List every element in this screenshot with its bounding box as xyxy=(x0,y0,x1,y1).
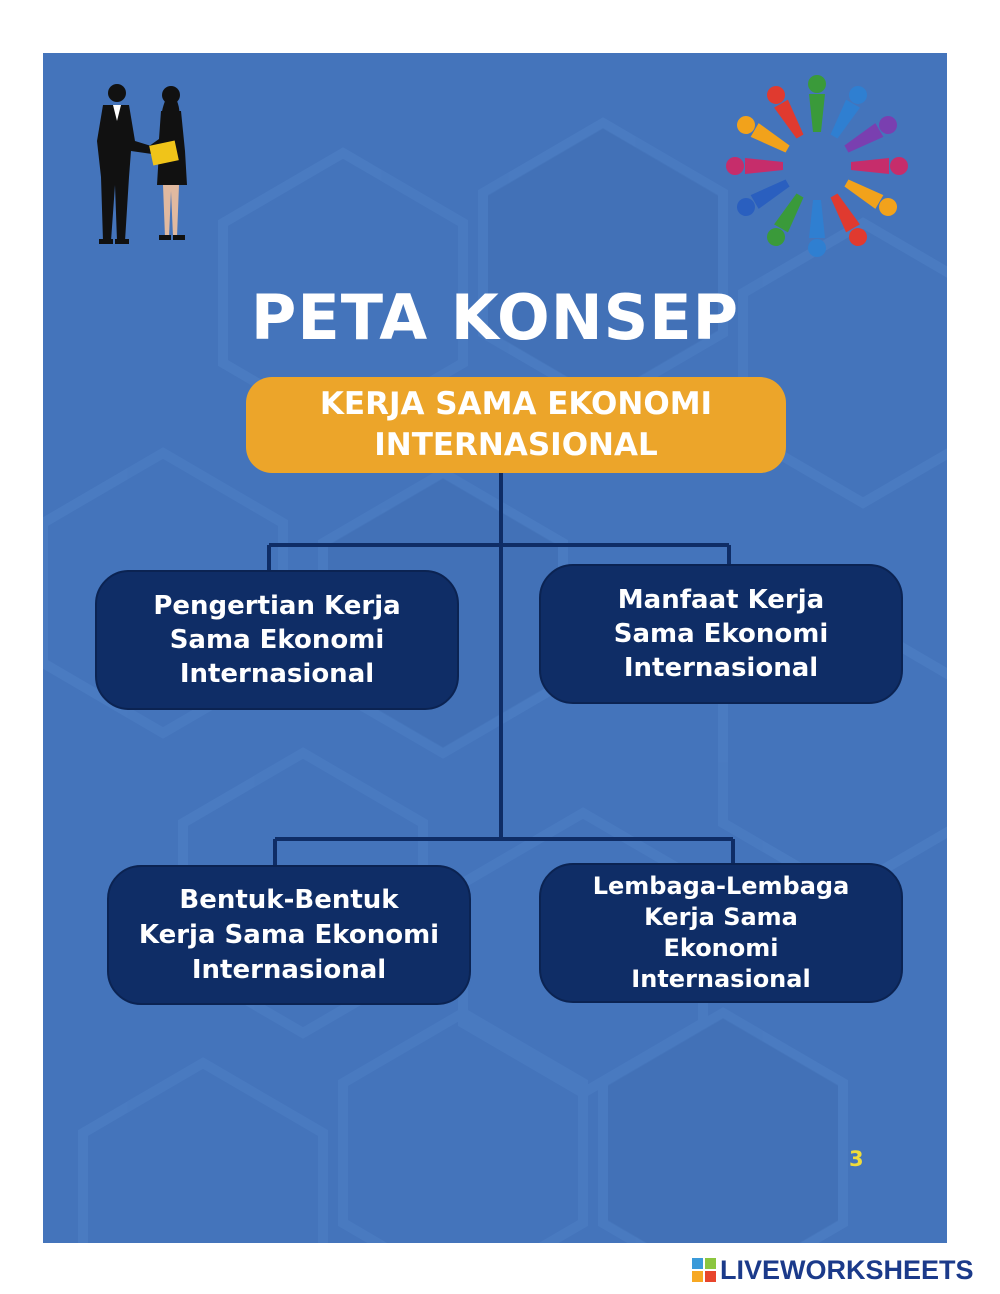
liveworksheets-brand: LIVEWORKSHEETS xyxy=(720,1254,974,1285)
concept-root-label: KERJA SAMA EKONOMI INTERNASIONAL xyxy=(319,386,713,463)
liveworksheets-logo-icon xyxy=(692,1258,716,1282)
concept-node-bentuk xyxy=(107,865,471,1005)
concept-node-label: Bentuk-Bentuk Kerja Sama Ekonomi Internasional xyxy=(138,884,440,985)
page-number: 3 xyxy=(849,1147,864,1171)
concept-node-manfaat xyxy=(539,564,903,704)
concept-node-label: Manfaat Kerja Sama Ekonomi Internasional xyxy=(613,585,829,683)
concept-root-node xyxy=(246,377,786,473)
concept-node-lembaga xyxy=(539,863,903,1003)
concept-node-pengertian xyxy=(95,570,459,710)
page-title: PETA KONSEP xyxy=(250,281,740,354)
concept-node-label: Lembaga-Lembaga Kerja Sama Ekonomi Internasional xyxy=(592,872,850,993)
worksheet-page xyxy=(43,53,947,1243)
liveworksheets-footer[interactable] xyxy=(692,1255,974,1285)
concept-node-label: Pengertian Kerja Sama Ekonomi Internasional xyxy=(153,591,401,689)
